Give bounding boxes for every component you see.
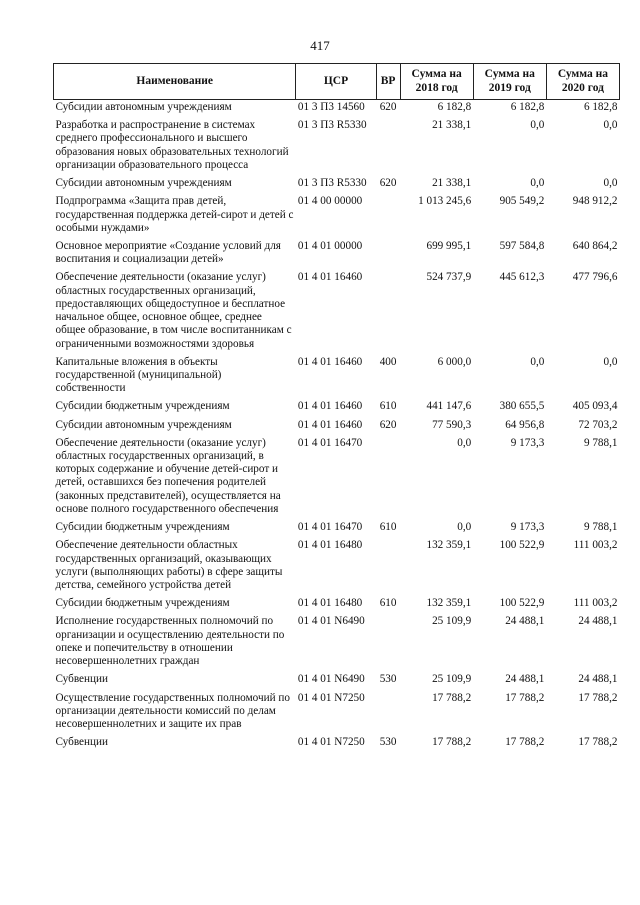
- row-sum-2019: 0,0: [530, 355, 545, 368]
- row-sum-2019: 445 612,3: [499, 271, 545, 284]
- row-csr-code: 01 4 01 16480: [297, 597, 363, 610]
- row-vr-code: [376, 691, 400, 736]
- row-sum-2020: 6 182,8: [583, 101, 618, 113]
- row-sum-2019: 24 488,1: [505, 673, 545, 686]
- row-sum-2019: 9 173,3: [510, 436, 545, 449]
- row-csr-code: 01 4 01 16480: [297, 539, 363, 552]
- header-sum-2018: Сумма на 2018 год: [400, 64, 473, 100]
- row-vr-code: [376, 436, 400, 520]
- row-sum-2020: 17 788,2: [578, 691, 618, 704]
- table-row: [54, 194, 620, 239]
- table-row: [54, 596, 620, 614]
- row-name: Капитальные вложения в объекты государственной (муниципальной) собственности: [55, 355, 222, 395]
- row-sum-2020: 111 003,2: [573, 597, 618, 610]
- row-name: Разработка и распространение в системах среднего профессионального и высшего образования новых образовательных технологий организации образовательного процесса: [55, 119, 289, 171]
- row-csr-code: 01 4 01 16460: [297, 355, 363, 368]
- header-csr: ЦСР: [296, 64, 376, 100]
- header-vr: ВР: [376, 64, 400, 100]
- row-sum-2018: 17 788,2: [432, 691, 472, 704]
- row-vr-code: [376, 194, 400, 239]
- row-sum-2018: 132 359,1: [426, 539, 472, 552]
- row-sum-2019: 24 488,1: [505, 615, 545, 628]
- row-csr-code: 01 3 П3 14560: [297, 101, 365, 113]
- budget-table: [53, 63, 620, 753]
- table-row: [54, 118, 620, 176]
- table-row: [54, 418, 620, 436]
- row-csr-code: 01 4 01 N6490: [297, 615, 365, 628]
- header-sum-2020: Сумма на 2020 год: [546, 64, 619, 100]
- row-vr-code: [376, 270, 400, 354]
- table-row: [54, 735, 620, 753]
- table-row: [54, 436, 620, 520]
- row-name: Субвенции: [55, 736, 108, 749]
- row-name: Обеспечение деятельности (оказание услуг) областных государственных организаций, предоставляющих общедоступное и бесплатное начальное общее, основное общее, среднее общее образование, в том числе воспитанникам с ограниченными возможностями здоровья: [55, 271, 292, 350]
- row-sum-2018: 77 590,3: [432, 418, 472, 431]
- row-csr-code: 01 4 01 16460: [297, 400, 363, 413]
- row-vr-code: [376, 538, 400, 596]
- table-row: [54, 614, 620, 672]
- table-row: [54, 399, 620, 417]
- table-row: [54, 672, 620, 690]
- row-name: Осуществление государственных полномочий по организации деятельности комиссий по делам несовершеннолетних и защите их прав: [55, 691, 290, 730]
- row-csr-code: 01 4 01 16460: [297, 418, 363, 431]
- row-sum-2019: 597 584,8: [499, 239, 545, 252]
- row-sum-2019: 0,0: [530, 119, 545, 132]
- row-vr-code: 610: [379, 597, 397, 610]
- row-sum-2020: 948 912,2: [572, 195, 618, 208]
- row-csr-code: 01 4 01 16470: [297, 521, 363, 534]
- header-sum-2019: Сумма на 2019 год: [473, 64, 546, 100]
- row-csr-code: 01 4 01 N6490: [297, 673, 365, 686]
- row-vr-code: 530: [379, 673, 397, 686]
- row-sum-2018: 6 000,0: [437, 355, 472, 368]
- row-sum-2018: 25 109,9: [432, 615, 472, 628]
- row-sum-2020: 640 864,2: [572, 239, 618, 252]
- row-name: Субсидии бюджетным учреждениям: [55, 521, 230, 534]
- row-name: Подпрограмма «Защита прав детей, государственная поддержка детей-сирот и детей с особыми нуждами»: [55, 195, 294, 234]
- row-csr-code: 01 4 01 N7250: [297, 691, 365, 704]
- row-csr-code: 01 3 П3 R5330: [297, 119, 367, 132]
- row-sum-2020: 111 003,2: [573, 539, 618, 552]
- row-vr-code: [376, 614, 400, 672]
- row-vr-code: 530: [379, 736, 397, 749]
- row-sum-2018: 441 147,6: [426, 400, 472, 413]
- row-csr-code: 01 4 01 16460: [297, 271, 363, 284]
- row-sum-2020: 477 796,6: [572, 271, 618, 284]
- row-vr-code: 620: [379, 177, 397, 190]
- row-name: Субсидии бюджетным учреждениям: [55, 400, 230, 413]
- row-sum-2018: 132 359,1: [426, 597, 472, 610]
- row-csr-code: 01 3 П3 R5330: [297, 177, 367, 190]
- row-sum-2019: 64 956,8: [505, 418, 545, 431]
- header-name: Наименование: [54, 64, 296, 100]
- row-name: Субсидии автономным учреждениям: [55, 177, 232, 190]
- row-sum-2020: 72 703,2: [578, 418, 618, 431]
- row-sum-2019: 100 522,9: [499, 539, 545, 552]
- row-sum-2019: 6 182,8: [510, 101, 545, 113]
- table-row: [54, 355, 620, 400]
- row-sum-2020: 0,0: [603, 355, 618, 368]
- row-vr-code: 620: [379, 101, 397, 113]
- row-name: Субсидии бюджетным учреждениям: [55, 597, 230, 610]
- row-vr-code: [376, 239, 400, 270]
- row-sum-2018: 524 737,9: [426, 271, 472, 284]
- row-vr-code: 620: [379, 418, 397, 431]
- row-sum-2018: 17 788,2: [432, 736, 472, 749]
- row-sum-2018: 6 182,8: [437, 101, 472, 113]
- row-sum-2019: 9 173,3: [510, 521, 545, 534]
- row-vr-code: [376, 118, 400, 176]
- row-sum-2018: 21 338,1: [432, 177, 472, 190]
- row-sum-2018: 0,0: [457, 521, 472, 534]
- table-header: [54, 64, 620, 100]
- table-row: [54, 239, 620, 270]
- table-row: [54, 520, 620, 538]
- table-body: [54, 100, 620, 754]
- row-csr-code: 01 4 01 N7250: [297, 736, 365, 749]
- row-csr-code: 01 4 01 00000: [297, 239, 363, 252]
- table-row: [54, 691, 620, 736]
- table-row: [54, 176, 620, 194]
- table-row: [54, 538, 620, 596]
- table-row: [54, 270, 620, 354]
- row-sum-2020: 17 788,2: [578, 736, 618, 749]
- row-sum-2018: 1 013 245,6: [418, 195, 472, 208]
- row-sum-2020: 9 788,1: [583, 521, 618, 534]
- row-sum-2019: 380 655,5: [499, 400, 545, 413]
- row-sum-2019: 17 788,2: [505, 691, 545, 704]
- row-sum-2020: 24 488,1: [578, 673, 618, 686]
- row-csr-code: 01 4 00 00000: [297, 195, 363, 208]
- row-sum-2020: 0,0: [603, 119, 618, 132]
- row-sum-2020: 24 488,1: [578, 615, 618, 628]
- row-sum-2020: 405 093,4: [572, 400, 618, 413]
- row-sum-2018: 21 338,1: [432, 119, 472, 132]
- row-sum-2018: 699 995,1: [426, 239, 472, 252]
- row-sum-2019: 0,0: [530, 177, 545, 190]
- page-number: 417: [310, 38, 330, 53]
- row-sum-2019: 905 549,2: [499, 195, 545, 208]
- row-name: Субсидии автономным учреждениям: [55, 101, 232, 113]
- row-csr-code: 01 4 01 16470: [297, 436, 363, 449]
- row-sum-2019: 100 522,9: [499, 597, 545, 610]
- row-vr-code: 400: [379, 355, 397, 368]
- row-vr-code: 610: [379, 400, 397, 413]
- row-sum-2020: 0,0: [603, 177, 618, 190]
- row-name: Субвенции: [55, 673, 108, 686]
- row-vr-code: 610: [379, 521, 397, 534]
- row-name: Субсидии автономным учреждениям: [55, 418, 232, 431]
- row-sum-2018: 25 109,9: [432, 673, 472, 686]
- row-name: Основное мероприятие «Создание условий для воспитания и социализации детей»: [55, 239, 281, 266]
- row-name: Обеспечение деятельности (оказание услуг) областных государственных организаций, в которых содержание и обучение детей-сирот и детей, оставшихся без попечения родителей (законных представителей), осуществляется на основе полного государственного обеспечения: [55, 436, 281, 515]
- row-name: Исполнение государственных полномочий по организации и осуществлению деятельности по опеке и попечительству в отношении несовершеннолетних граждан: [55, 615, 285, 668]
- table-row: [54, 100, 620, 119]
- row-sum-2020: 9 788,1: [583, 436, 618, 449]
- row-sum-2018: 0,0: [457, 436, 472, 449]
- row-name: Обеспечение деятельности областных государственных организаций, оказывающих услуги (выполняющих работы) в сфере защиты детства, семейного устройства детей: [55, 539, 283, 591]
- row-sum-2019: 17 788,2: [505, 736, 545, 749]
